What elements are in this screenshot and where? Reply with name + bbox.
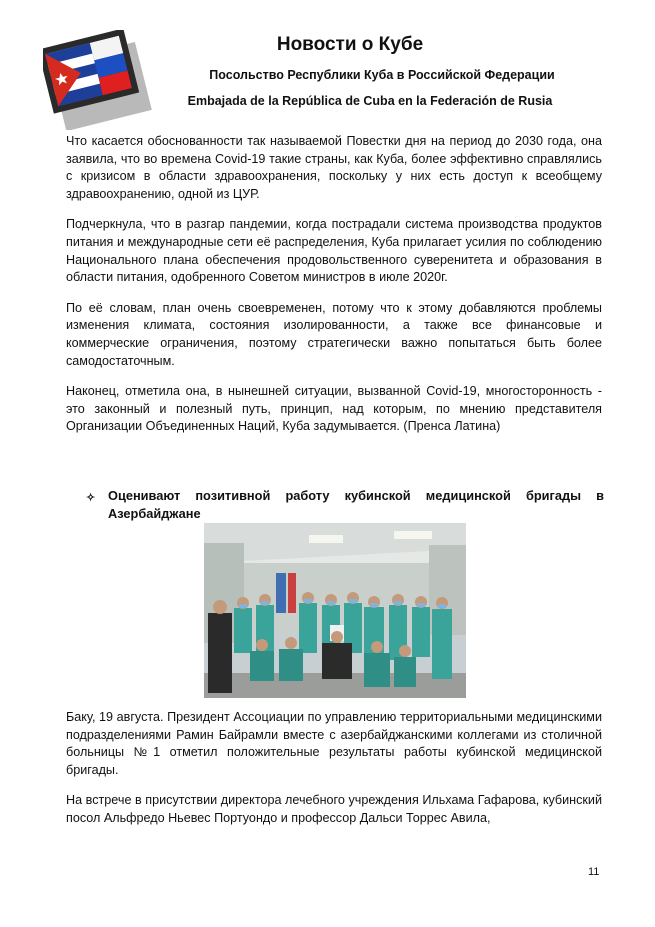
paragraph: На встрече в присутствии директора лечебного учреждения Ильхама Гафарова, кубинский посол Альфредо Ньевес Портуондо и профессор Дальси Торрес Авила, [66, 793, 602, 825]
page-number: 11 [588, 866, 600, 878]
embassy-name-ru: Посольство Республики Куба в Российской Федерации [209, 68, 555, 82]
paragraph: По её словам, план очень своевременен, потому что к этому добавляются проблемы изменения климата, состояния изолированности, а также все финансовые и коммерческие ограничения, поэтому стратегически важно попытаться быть более самодостаточным. [66, 300, 602, 368]
embassy-name-es: Embajada de la República de Cuba en la Federación de Rusia [187, 94, 553, 108]
paragraph: Что касается обоснованности так называемой Повестки дня на период до 2030 года, она заявила, что во времена Covid-19 такие страны, как Куба, более эффективно справлялись с кризисом в области здравоохранения, поскольку у них есть доступ к всеобщему здравоохранению, одной из ЦУР. [66, 134, 602, 201]
paragraph: Подчеркнула, что в разгар пандемии, когда пострадали система производства продуктов питания и международные сети её распределения, Куба прилагает усилия по соблюдению Национального плана обеспечения продовольственного суверенитета и образования в области питания, одобренного Советом министров в июле 2020г. [66, 217, 602, 285]
article-2-heading [86, 487, 604, 523]
diamond-bullet-icon: ✧ [86, 492, 96, 504]
article-body-2 [66, 709, 602, 841]
paragraph: Баку, 19 августа. Президент Ассоциации по управлению территориальными медицинскими подразделениями Рамин Байрамли вместе с азербайджанскими коллегами из столичной больницы №1 отметил положительные результаты работы кубинской медицинской бригады. [66, 710, 602, 777]
article-body-1 [66, 133, 602, 449]
article-title: Оценивают позитивной работу кубинской медицинской бригады в Азербайджане [108, 488, 604, 521]
page-title: Новости о Кубе [276, 34, 424, 55]
paragraph: Наконец, отметила она, в нынешней ситуации, вызванной Covid-19, многосторонность - это законный и полезный путь, принцип, над которым, по мнению представителя Организации Объединенных Наций, Куба задумывается. (Пренса Латина) [66, 384, 602, 434]
medical-brigade-group-photo [204, 523, 466, 698]
